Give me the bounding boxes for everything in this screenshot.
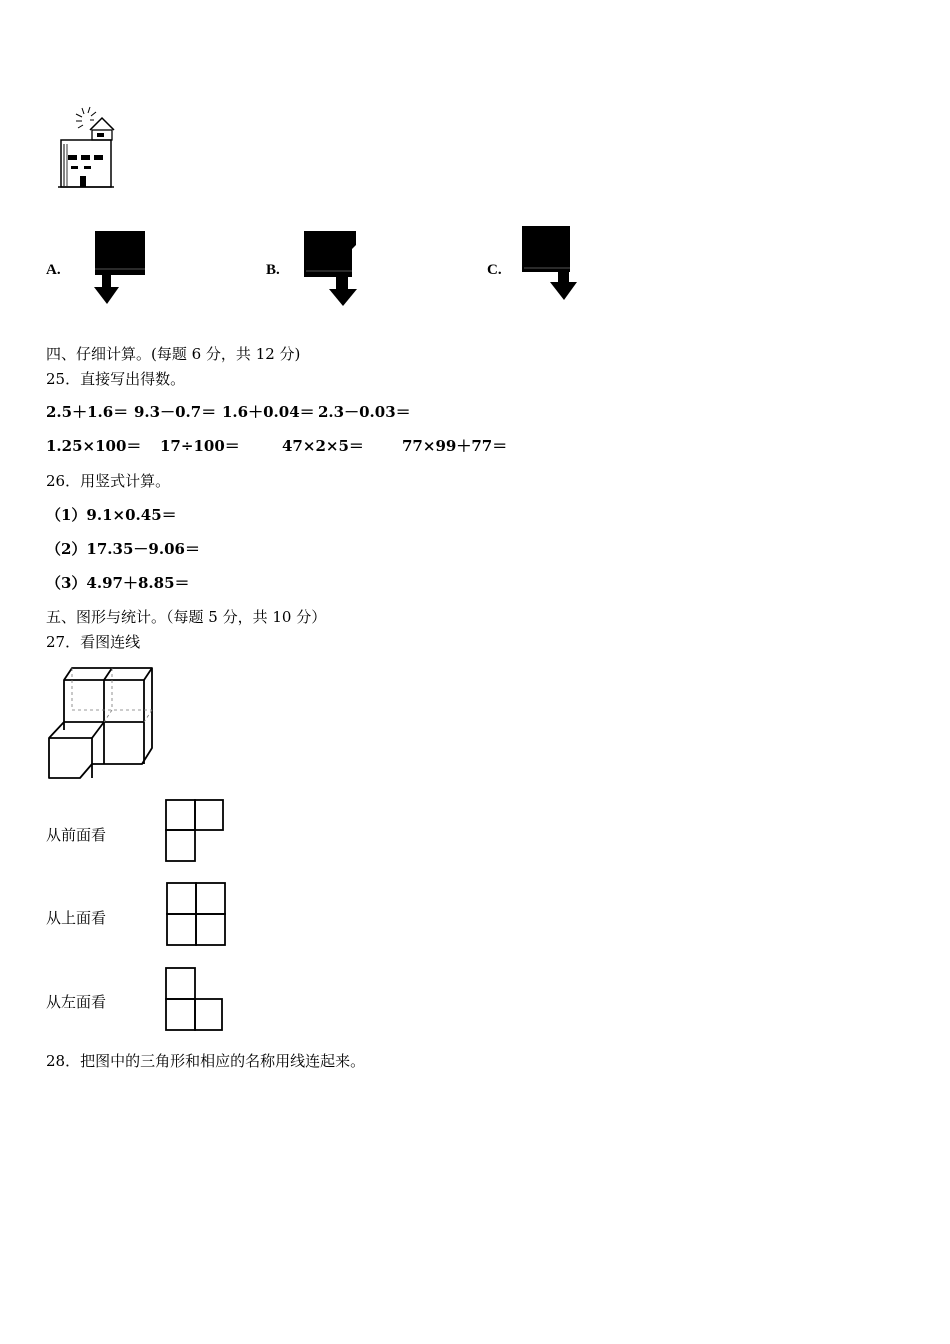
calc-item: 9.3－0.7＝	[134, 403, 217, 421]
building-illustration	[56, 106, 118, 190]
section-5-heading: 五、图形与统计。（每题 5 分，共 10 分）	[46, 608, 327, 626]
calc-item: 77×99＋77＝	[402, 437, 508, 455]
calc-item: 17÷100＝	[160, 437, 240, 455]
question-25-title: 25．直接写出得数。	[46, 370, 186, 388]
option-c-label: C.	[487, 262, 502, 278]
vertical-calc-item: （2）17.35－9.06＝	[46, 540, 200, 558]
calc-item: 2.3－0.03＝	[318, 403, 411, 421]
view-figure-front	[164, 798, 226, 864]
calc-item: 1.6＋0.04＝	[222, 403, 315, 421]
view-figure-left	[164, 966, 226, 1034]
calc-item: 1.25×100＝	[46, 437, 142, 455]
view-figure-top	[165, 881, 229, 949]
cube-arrangement-figure	[46, 664, 158, 782]
option-b-label: B.	[266, 262, 280, 278]
calc-item: 47×2×5＝	[282, 437, 364, 455]
option-b-shape	[302, 229, 362, 309]
vertical-calc-item: （3）4.97＋8.85＝	[46, 574, 190, 592]
option-a-label: A.	[46, 262, 61, 278]
view-label-left: 从左面看	[46, 993, 107, 1011]
question-27-title: 27．看图连线	[46, 633, 141, 651]
question-26-title: 26．用竖式计算。	[46, 472, 171, 490]
section-4-heading: 四、仔细计算。(每题 6 分，共 12 分)	[46, 345, 301, 363]
option-c-shape	[520, 224, 580, 304]
option-a-shape	[92, 229, 148, 307]
calc-item: 2.5＋1.6＝	[46, 403, 129, 421]
vertical-calc-item: （1）9.1×0.45＝	[46, 506, 177, 524]
view-label-front: 从前面看	[46, 826, 107, 844]
view-label-top: 从上面看	[46, 909, 107, 927]
question-28-title: 28．把图中的三角形和相应的名称用线连起来。	[46, 1052, 366, 1070]
